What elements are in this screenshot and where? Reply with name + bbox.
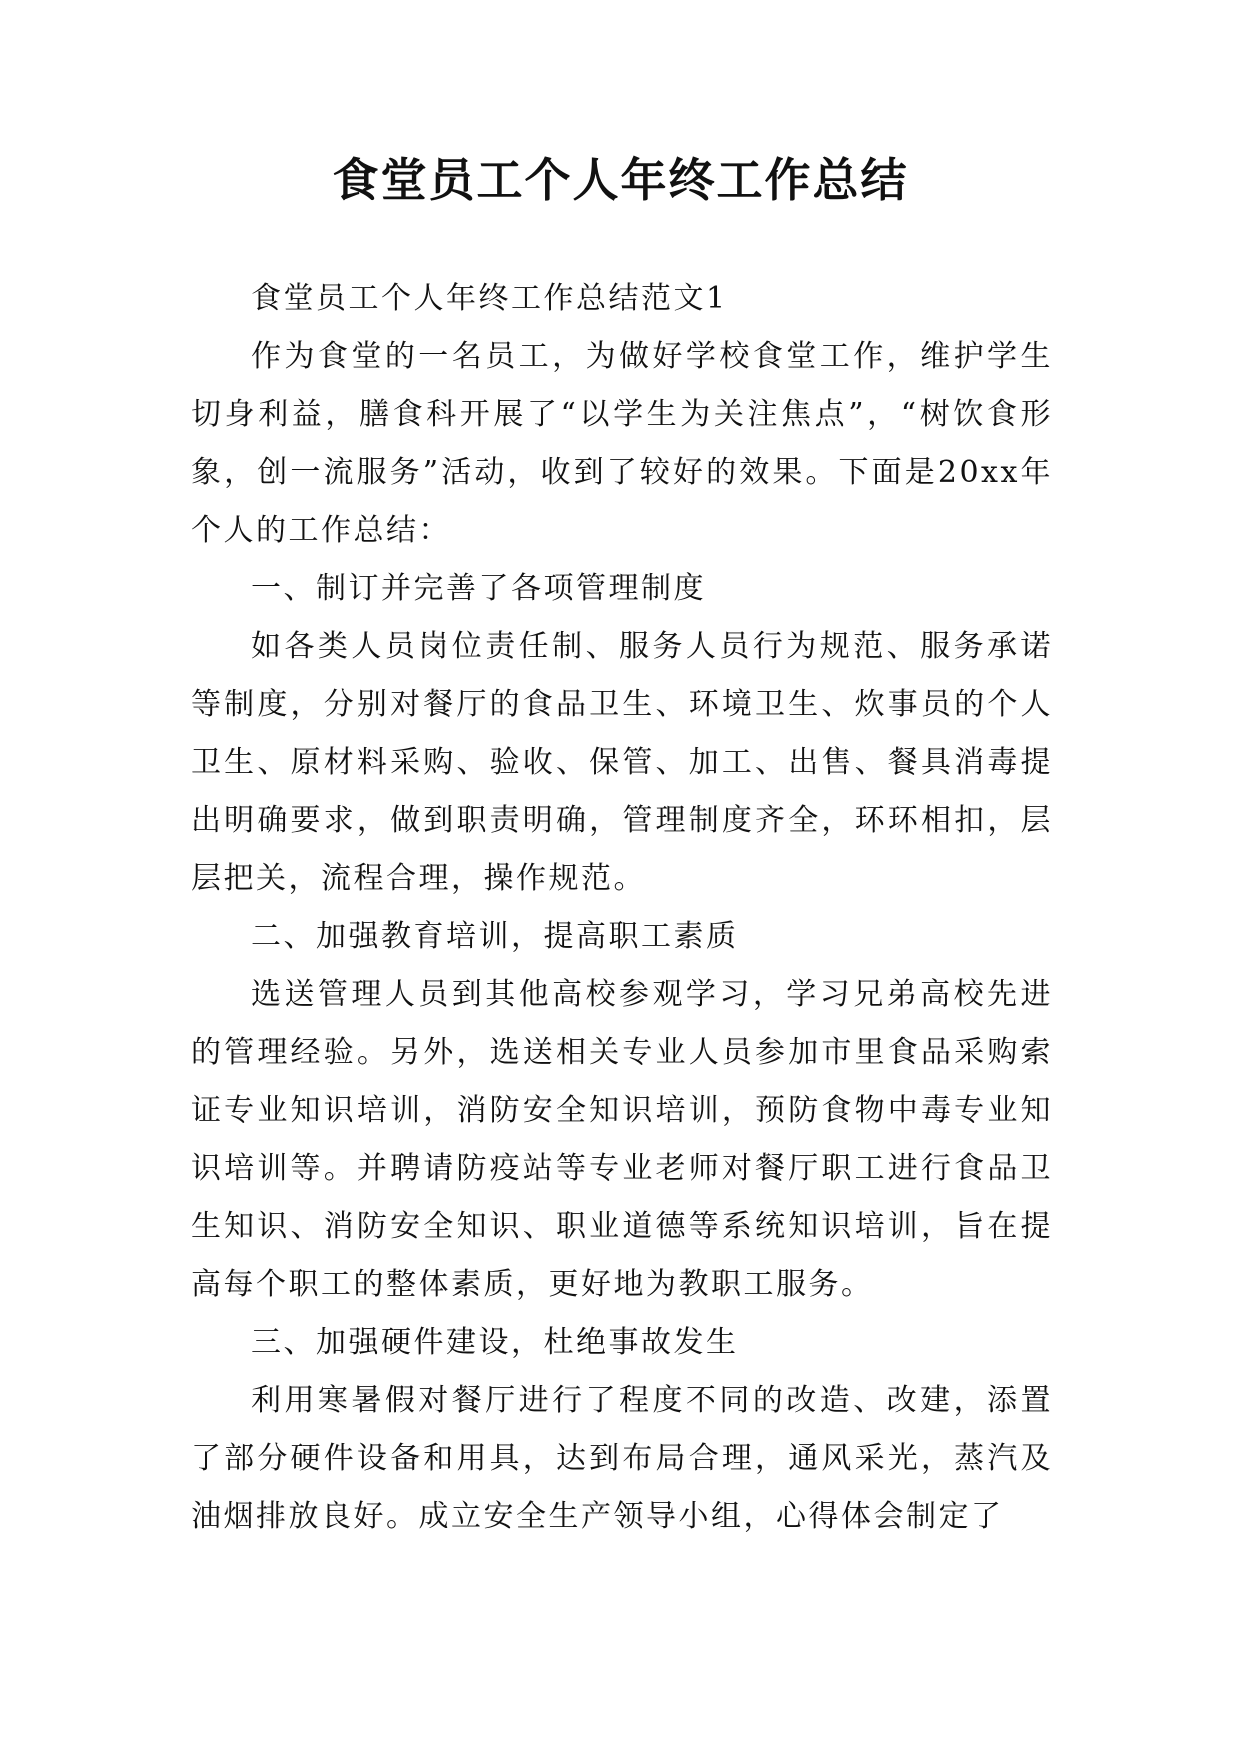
paragraph-subtitle: 食堂员工个人年终工作总结范文1 — [251, 281, 728, 316]
paragraph-intro: 作为食堂的一名员工，为做好学校食堂工作，维护学生切身利益，膳食科开展了“以学生为关注焦点”，“树饮食形象，创一流服务”活动，收到了较好的效果。下面是20xx年个人的工作总结： — [191, 339, 1053, 548]
paragraph-section-1: 如各类人员岗位责任制、服务人员行为规范、服务承诺等制度，分别对餐厅的食品卫生、环境卫生、炊事员的个人卫生、原材料采购、验收、保管、加工、出售、餐具消毒提出明确要求，做到职责明确，管理制度齐全，环环相扣，层层把关，流程合理，操作规范。 — [191, 629, 1053, 896]
paragraph-section-2: 选送管理人员到其他高校参观学习，学习兄弟高校先进的管理经验。另外，选送相关专业人员参加市里食品采购索证专业知识培训，消防安全知识培训，预防食物中毒专业知识培训等。并聘请防疫站等专业老师对餐厅职工进行食品卫生知识、消防安全知识、职业道德等系统知识培训，旨在提高每个职工的整体素质，更好地为教职工服务。 — [191, 977, 1053, 1302]
section-heading-2: 二、加强教育培训，提高职工素质 — [251, 919, 739, 954]
paragraph-section-3: 利用寒暑假对餐厅进行了程度不同的改造、改建，添置了部分硬件设备和用具，达到布局合理，通风采光，蒸汽及油烟排放良好。成立安全生产领导小组，心得体会制定了 — [191, 1383, 1053, 1534]
section-heading-3: 三、加强硬件建设，杜绝事故发生 — [251, 1325, 739, 1360]
document-body — [191, 270, 1053, 1546]
document-title: 食堂员工个人年终工作总结 — [332, 153, 909, 207]
section-heading-1: 一、制订并完善了各项管理制度 — [251, 571, 706, 606]
